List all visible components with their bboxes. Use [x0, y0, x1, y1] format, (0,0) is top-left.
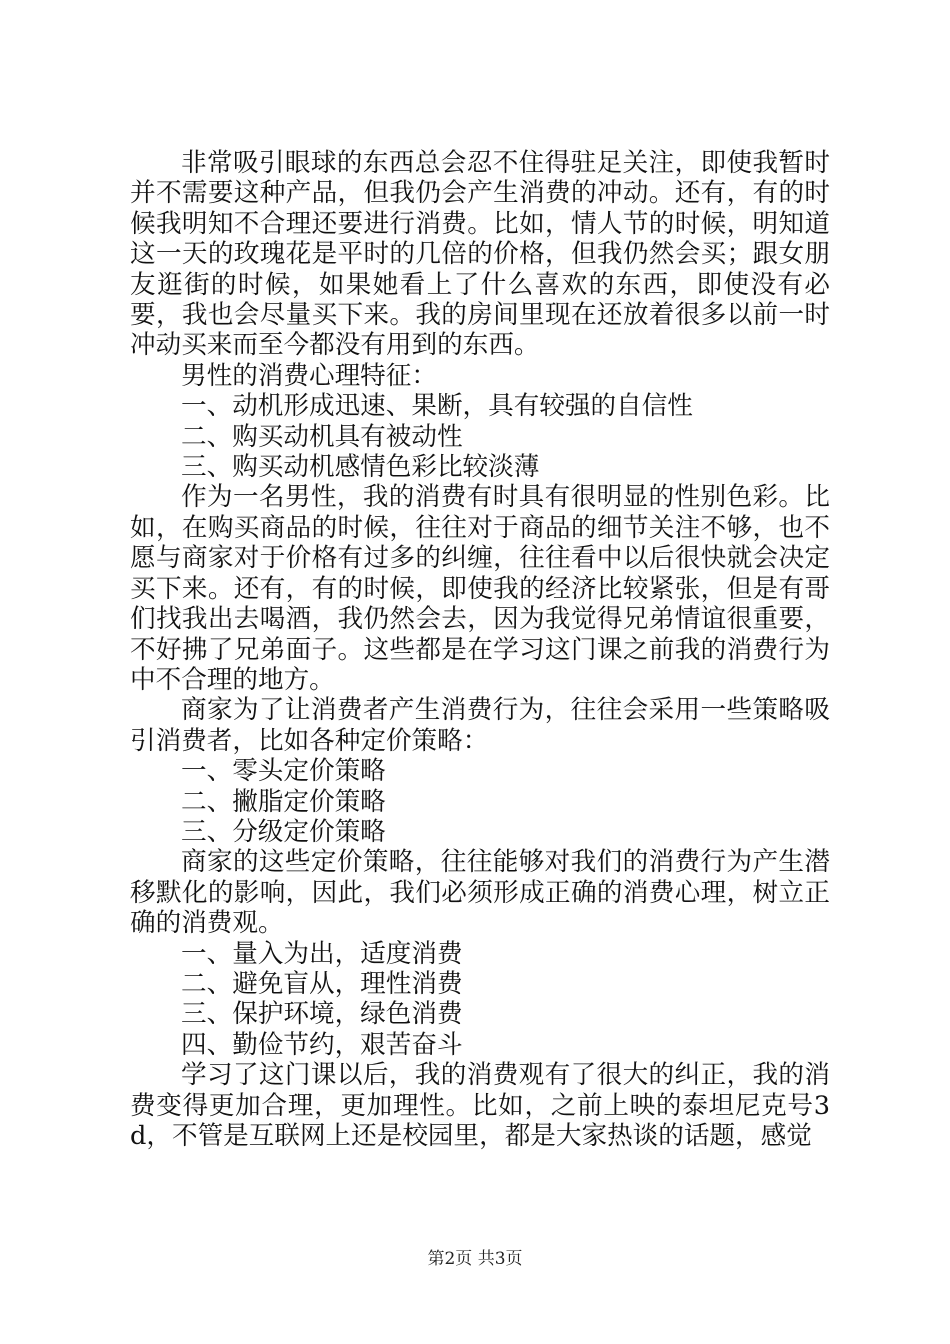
list-item: 二、购买动机具有被动性 — [181, 421, 463, 452]
list-item: 二、撇脂定价策略 — [181, 786, 386, 817]
document-body — [130, 148, 830, 1151]
list-item: 三、保护环境，绿色消费 — [181, 999, 463, 1030]
page-number-footer: 第2页 共3页 — [427, 1249, 523, 1269]
list-item: 一、动机形成迅速、果断，具有较强的自信性 — [181, 391, 693, 422]
section-heading: 男性的消费心理特征： — [181, 360, 437, 391]
paragraph: 商家为了让消费者产生消费行为，往往会采用一些策略吸引消费者，比如各种定价策略： — [130, 695, 830, 756]
list-item: 二、避免盲从，理性消费 — [181, 968, 463, 999]
paragraph: 商家的这些定价策略，往往能够对我们的消费行为产生潜移默化的影响，因此，我们必须形成正确的消费心理，树立正确的消费观。 — [130, 847, 830, 939]
list-item: 四、勤俭节约，艰苦奋斗 — [181, 1029, 463, 1060]
paragraph: 非常吸引眼球的东西总会忍不住得驻足关注，即使我暂时并不需要这种产品，但我仍会产生消费的冲动。还有，有的时候我明知不合理还要进行消费。比如，情人节的时候，明知道这一天的玫瑰花是平时的几倍的价格，但我仍然会买；跟女朋友逛街的时候，如果她看上了什么喜欢的东西，即使没有必要，我也会尽量买下来。我的房间里现在还放着很多以前一时冲动买来而至今都没有用到的东西。 — [130, 148, 830, 361]
paragraph: 作为一名男性，我的消费有时具有很明显的性别色彩。比如，在购买商品的时候，往往对于商品的细节关注不够，也不愿与商家对于价格有过多的纠缠，往往看中以后很快就会决定买下来。还有，有的时候，即使我的经济比较紧张，但是有哥们找我出去喝酒，我仍然会去，因为我觉得兄弟情谊很重要，不好拂了兄弟面子。这些都是在学习这门课之前我的消费行为中不合理的地方。 — [130, 482, 830, 695]
list-item: 一、量入为出，适度消费 — [181, 938, 463, 969]
paragraph: 学习了这门课以后，我的消费观有了很大的纠正，我的消费变得更加合理，更加理性。比如，之前上映的泰坦尼克号3d，不管是互联网上还是校园里，都是大家热谈的话题，感觉 — [130, 1060, 830, 1151]
list-item: 三、分级定价策略 — [181, 816, 386, 847]
list-item: 一、零头定价策略 — [181, 756, 386, 787]
list-item: 三、购买动机感情色彩比较淡薄 — [181, 452, 540, 483]
